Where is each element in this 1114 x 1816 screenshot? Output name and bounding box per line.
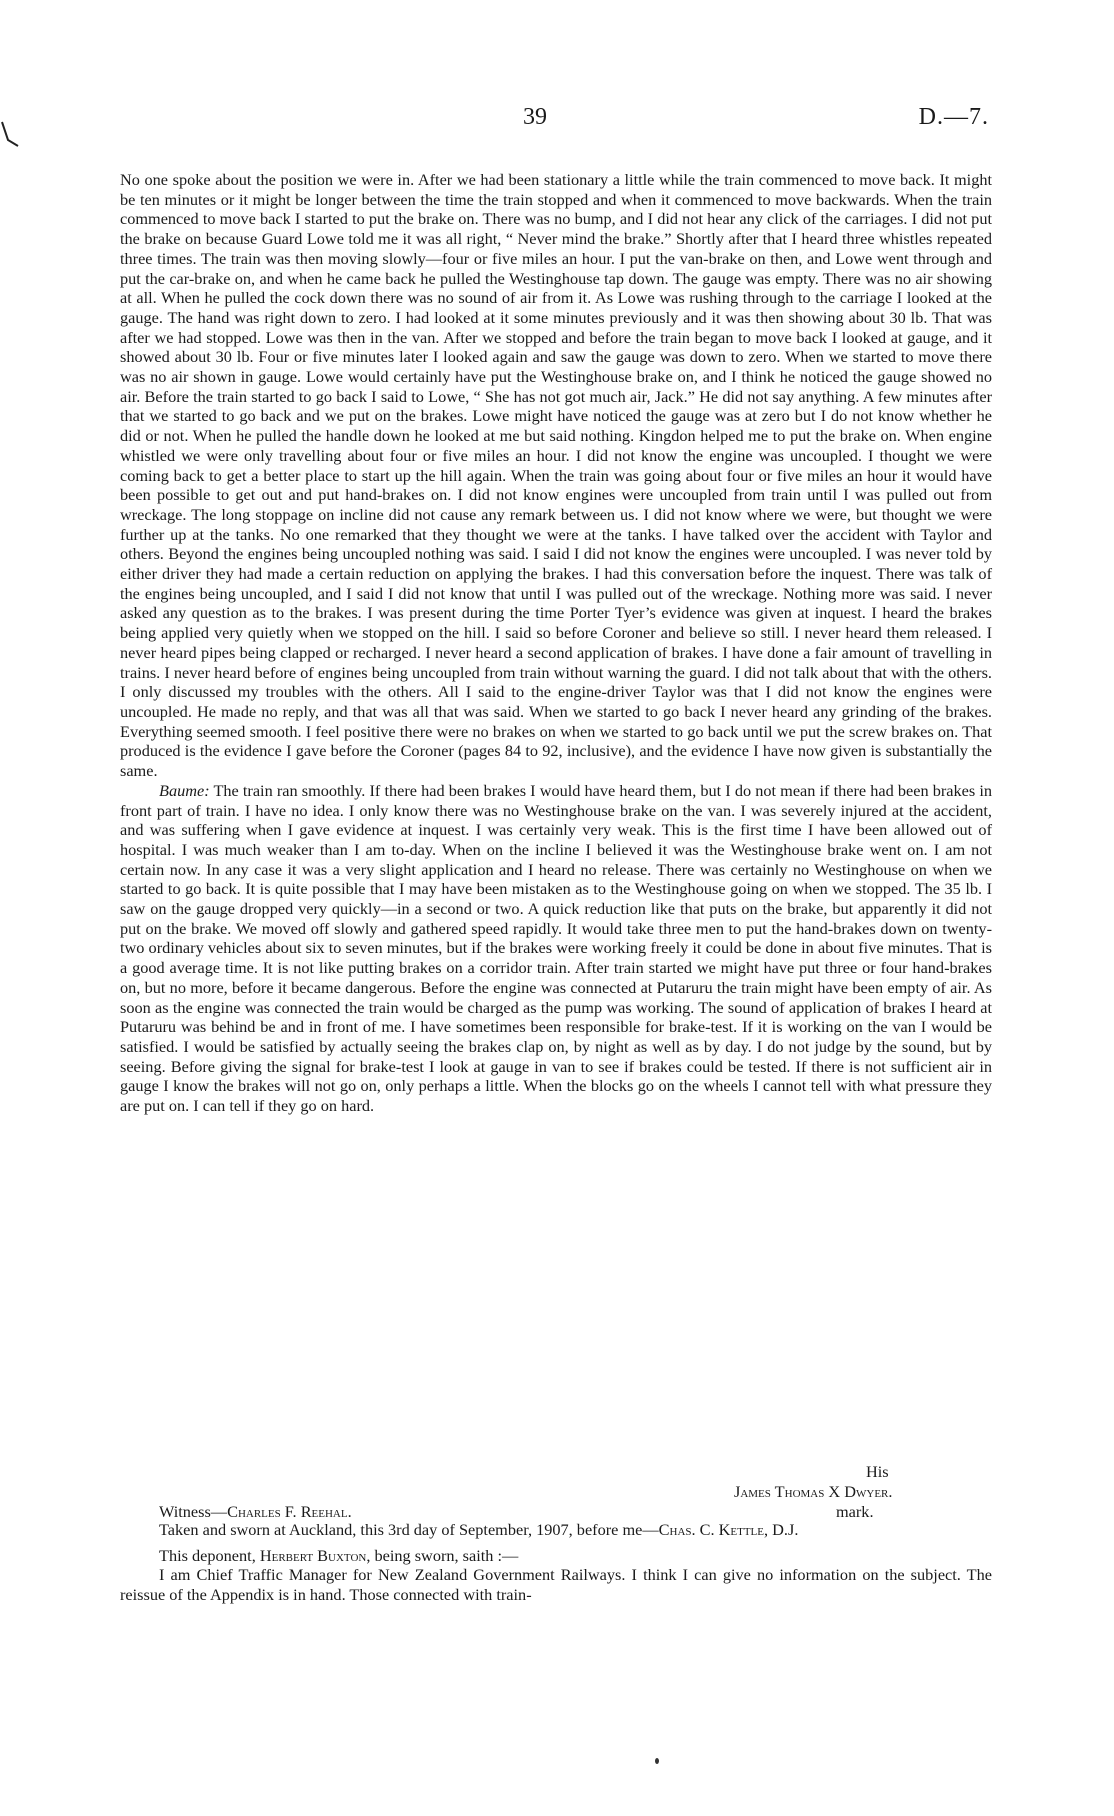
witness-name: Charles F. Reehal. xyxy=(227,1502,352,1521)
deponent-intro xyxy=(120,1546,992,1566)
paragraph-baume-text: The train ran smoothly. If there had been brakes I would have heard them, but I do not mean if there had been brakes in front part of train. I have no idea. I only know there was no Westinghouse brake on the van. I was severely injured at the accident, and was suffering when I gave evidence at inquest. I was certainly very weak. This is the first time I have been allowed out of hospital. I was much weaker than I am to-day. When on the incline I believed it was the Westinghouse brake went on. I am not certain now. In any case it was a very slight application and I heard no release. There was certainly no Westinghouse on when we started to go back. It is quite possible that I may have been mistaken as to the Westinghouse going on when we stopped. The 35 lb. I saw on the gauge dropped very quickly—in a second or two. A quick reduction like that puts on the brake, but apparently it did not put on the brake. We moved off slowly and gathered speed rapidly. It would take three men to put the hand-brakes down on twenty-two ordinary vehicles about six to seven minutes, but if the brakes were working freely it could be done in about five minutes. That is a good average time. It is not like putting brakes on a corridor train. After train started we might have put three or four hand-brakes on, but no more, before it became dangerous. Before the engine was connected at Putaruru the train might have been empty of air. As soon as the engine was connected the train would be charged as the pump was working. The sound of application of brakes I heard at Putaruru was behind be and in front of me. I have sometimes been responsible for brake-test. If it is working on the van I would be satisfied. I would be satisfied by actually seeing the brakes clap on, by night as well as by day. I do not judge by the sound, but by seeing. Before giving the signal for brake-test I look at gauge in van to see if brakes could be tested. If there is not sufficient air in gauge I know the brakes will not go on, only perhaps a little. When the blocks go on the wheels I cannot tell with what pressure they are put on. I can tell if they go on hard. xyxy=(120,780,992,1116)
deponent-name: Herbert Buxton xyxy=(259,1545,367,1565)
paragraph-baume-cross xyxy=(120,781,992,1116)
witness-prefix: Witness— xyxy=(159,1502,228,1521)
sworn-prefix: Taken and sworn at Auckland, this 3rd day of September, 1907, before me— xyxy=(159,1520,659,1539)
document-code: D.—7. xyxy=(918,104,989,130)
buxton-evidence: I am Chief Traffic Manager for New Zealand Government Railways. I think I can give no information on the subject. The reissue of the Appendix is in hand. Those connected with train- xyxy=(120,1565,992,1605)
sworn-suffix: , D.J. xyxy=(764,1520,799,1539)
paragraph-dwyer-evidence: No one spoke about the position we were in. After we had been stationary a little while the train commenced to move back. It might be ten minutes or it might be longer between the time the train stopped and when it commenced to move backwards. When the train commenced to move back I started to put the brake on. There was no bump, and I did not hear any click of the carriages. I did not put the brake on because Guard Lowe told me it was all right, “ Never mind the brake.” Shortly after that I heard three whistles repeated three times. The train was then moving slowly—four or five miles an hour. I put the van-brake on then, and Lowe went through and put the car-brake on, and when he came back he pulled the Westinghouse tap down. The gauge was empty. There was no air showing at all. When he pulled the cock down there was no sound of air from it. As Lowe was rushing through to the carriage I looked at the gauge. The hand was right down to zero. I had looked at it some minutes previously and it was then showing about 30 lb. That was after we had stopped. Lowe was then in the van. After we stopped and before the train began to move back I looked at gauge, and it showed about 30 lb. Four or five minutes later I looked again and saw the gauge was down to zero. When we started to move there was no air shown in gauge. Lowe would certainly have put the Westinghouse brake on, and I think he noticed the gauge showed no air. Before the train started to go back I said to Lowe, “ She has not got much air, Jack.” He did not say anything. A few minutes after that we started to go back and we put on the brakes. Lowe might have noticed the gauge was at zero but I do not know whether he did or not. When he pulled the handle down he looked at me but said nothing. Kingdon helped me to put the brake on. When engine whistled we were only travelling about four or five miles an hour. I did not know the engine was uncoupled. I thought we were coming back to get a better place to start up the hill again. When the train was going about four or five miles an hour it would have been possible to get out and put hand-brakes on. I did not know engines were uncoupled from train until I was pulled out from wreckage. The long stoppage on incline did not cause any remark between us. I did not know where we were, but thought we were further up at the tanks. No one remarked that they thought we were at the tanks. I have talked over the accident with Taylor and others. Beyond the engines being uncoupled nothing was said. I said I did not know the engines were uncoupled. I was never told by either driver they had made a certain reduction on applying the brakes. I had this conversation before the inquest. There was talk of the engines being uncoupled, and I said I did not know that until I was pulled out of the wreckage. Nothing more was said. I never asked any question as to the brakes. I was present during the time Porter Tyer’s evidence was given at inquest. I heard the brakes being applied very quietly when we stopped on the hill. I said so before Coroner and believe so still. I never heard them released. I never heard pipes being clapped or recharged. I never heard a second application of brakes. I have done a fair amount of travelling in trains. I never heard before of engines being uncoupled from train without warning the guard. I did not talk about that with the others. I only discussed my troubles with the others. All I said to the engine-driver Taylor was that I did not know the engines were uncoupled. He made no reply, and that was all that was said. When we started to go back I never heard any grinding of the brakes. Everything seemed smooth. I feel positive there were no brakes on when we started to go back until we put the screw brakes on. That produced is the evidence I gave before the Coroner (pages 84 to 92, inclusive), and the evidence I have now given is substantially the same. xyxy=(120,170,992,781)
testimony-body xyxy=(120,170,992,1116)
stray-mark xyxy=(655,1758,659,1764)
closing-text xyxy=(120,1520,992,1605)
signature-mark: mark. xyxy=(836,1502,874,1521)
signature-his: His xyxy=(866,1462,889,1481)
deponent-prefix: This deponent, xyxy=(159,1545,260,1565)
signature-name: James Thomas X Dwyer. xyxy=(734,1482,893,1501)
sworn-officer: Chas. C. Kettle xyxy=(658,1520,765,1539)
witness-line xyxy=(159,1502,352,1522)
sworn-statement xyxy=(120,1520,992,1540)
deponent-suffix: , being sworn, saith :— xyxy=(366,1545,519,1565)
examiner-name: Baume: xyxy=(159,780,210,800)
page-number: 39 xyxy=(523,104,547,130)
page-header xyxy=(0,104,1114,144)
